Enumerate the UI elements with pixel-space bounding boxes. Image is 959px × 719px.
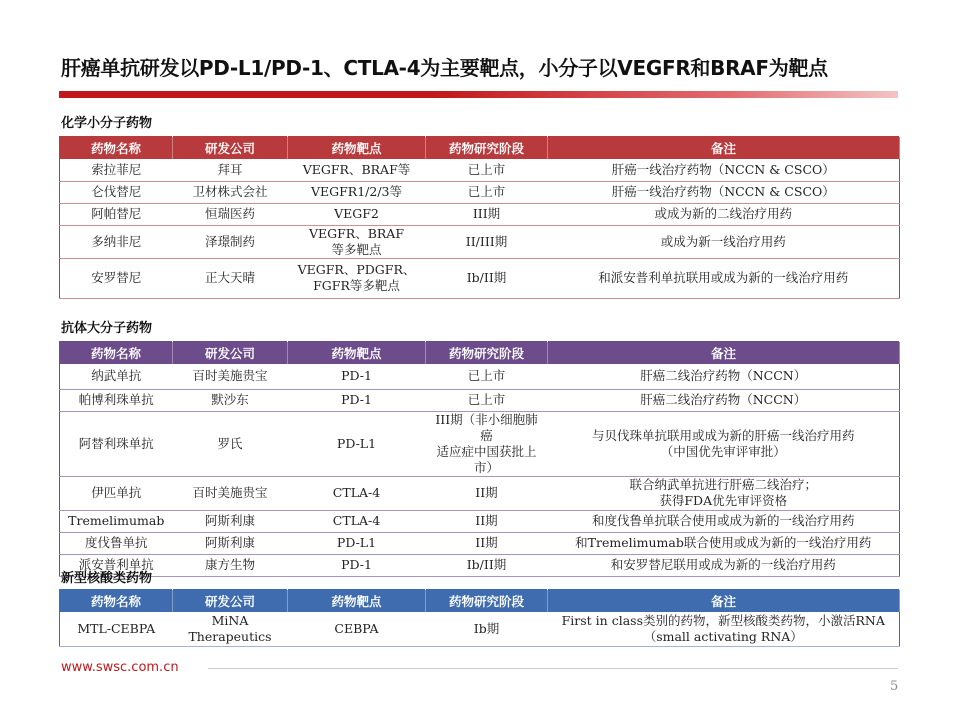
cell-drug-name: 阿帕替尼 xyxy=(60,203,173,225)
cell-target: VEGFR、PDGFR、 FGFR等多靶点 xyxy=(288,258,426,298)
cell-stage: III期 xyxy=(426,203,548,225)
cell-company: 百时美施贵宝 xyxy=(173,476,288,510)
antibody-table xyxy=(59,341,900,577)
cell-remark: 与贝伐珠单抗联用或成为新的肝癌一线治疗用药 （中国优先审评审批） xyxy=(548,411,900,476)
cell-stage: 已上市 xyxy=(426,364,548,389)
cell-stage: 已上市 xyxy=(426,181,548,203)
table-row xyxy=(60,203,900,225)
cell-drug-name: 仑伐替尼 xyxy=(60,181,173,203)
cell-target: CEBPA xyxy=(288,612,426,646)
cell-target: CTLA-4 xyxy=(288,476,426,510)
nucleic-acid-table xyxy=(59,589,900,647)
cell-company: 正大天晴 xyxy=(173,258,288,298)
cell-drug-name: Tremelimumab xyxy=(60,510,173,532)
cell-drug-name: 阿替利珠单抗 xyxy=(60,411,173,476)
cell-stage: Ib期 xyxy=(426,612,548,646)
footer-url: www.swsc.com.cn xyxy=(61,660,179,675)
cell-drug-name: 伊匹单抗 xyxy=(60,476,173,510)
cell-target: PD-1 xyxy=(288,389,426,411)
cell-stage: II期 xyxy=(426,476,548,510)
column-header-target: 药物靶点 xyxy=(288,590,426,613)
cell-drug-name: 多纳非尼 xyxy=(60,225,173,258)
column-header-stage: 药物研究阶段 xyxy=(426,342,548,365)
column-header-drug-name: 药物名称 xyxy=(60,590,173,613)
cell-remark: 肝癌二线治疗药物（NCCN） xyxy=(548,389,900,411)
cell-remark: 肝癌二线治疗药物（NCCN） xyxy=(548,364,900,389)
cell-drug-name: 纳武单抗 xyxy=(60,364,173,389)
cell-remark: 或成为新一线治疗用药 xyxy=(548,225,900,258)
cell-company: 恒瑞医药 xyxy=(173,203,288,225)
table-row xyxy=(60,476,900,510)
column-header-remark: 备注 xyxy=(548,137,900,160)
cell-remark: 联合纳武单抗进行肝癌二线治疗； 获得FDA优先审评资格 xyxy=(548,476,900,510)
cell-stage: 已上市 xyxy=(426,159,548,181)
cell-target: VEGFR、BRAF 等多靶点 xyxy=(288,225,426,258)
table-row xyxy=(60,554,900,576)
column-header-stage: 药物研究阶段 xyxy=(426,590,548,613)
column-header-target: 药物靶点 xyxy=(288,137,426,160)
column-header-target: 药物靶点 xyxy=(288,342,426,365)
table-header-row xyxy=(60,590,900,613)
table-row xyxy=(60,411,900,476)
cell-stage: 已上市 xyxy=(426,389,548,411)
cell-stage: II期 xyxy=(426,532,548,554)
page-number: 5 xyxy=(890,679,899,694)
column-header-remark: 备注 xyxy=(548,342,900,365)
column-header-company: 研发公司 xyxy=(173,590,288,613)
cell-company: 泽璟制药 xyxy=(173,225,288,258)
cell-target: PD-L1 xyxy=(288,532,426,554)
table-row xyxy=(60,225,900,258)
cell-stage: II/III期 xyxy=(426,225,548,258)
cell-stage: III期（非小细胞肺癌 适应症中国获批上市） xyxy=(426,411,548,476)
cell-stage: Ib/II期 xyxy=(426,258,548,298)
cell-company: 阿斯利康 xyxy=(173,510,288,532)
table-row xyxy=(60,612,900,646)
cell-target: VEGFR1/2/3等 xyxy=(288,181,426,203)
cell-remark: 和度伐鲁单抗联合使用或成为新的一线治疗用药 xyxy=(548,510,900,532)
column-header-stage: 药物研究阶段 xyxy=(426,137,548,160)
cell-drug-name: MTL-CEBPA xyxy=(60,612,173,646)
section-label-antibody: 抗体大分子药物 xyxy=(61,321,153,336)
table-row xyxy=(60,510,900,532)
cell-remark: 肝癌一线治疗药物（NCCN & CSCO） xyxy=(548,181,900,203)
cell-company: 卫材株式会社 xyxy=(173,181,288,203)
column-header-company: 研发公司 xyxy=(173,342,288,365)
cell-target: PD-1 xyxy=(288,364,426,389)
table-row xyxy=(60,389,900,411)
cell-target: CTLA-4 xyxy=(288,510,426,532)
small-molecule-table xyxy=(59,136,900,299)
column-header-drug-name: 药物名称 xyxy=(60,342,173,365)
cell-drug-name: 帕博利珠单抗 xyxy=(60,389,173,411)
cell-target: PD-L1 xyxy=(288,411,426,476)
table-row xyxy=(60,159,900,181)
page-title: 肝癌单抗研发以PD-L1/PD-1、CTLA-4为主要靶点，小分子以VEGFR和BRAF为靶点 xyxy=(61,56,828,80)
column-header-company: 研发公司 xyxy=(173,137,288,160)
table-row xyxy=(60,181,900,203)
section-label-small-molecule: 化学小分子药物 xyxy=(61,116,153,131)
cell-company: MiNA Therapeutics xyxy=(173,612,288,646)
column-header-drug-name: 药物名称 xyxy=(60,137,173,160)
table-row xyxy=(60,364,900,389)
footer-divider xyxy=(208,668,898,669)
table-header-row xyxy=(60,137,900,160)
cell-target: PD-1 xyxy=(288,554,426,576)
cell-remark: 肝癌一线治疗药物（NCCN & CSCO） xyxy=(548,159,900,181)
cell-remark: 和Tremelimumab联合使用或成为新的一线治疗用药 xyxy=(548,532,900,554)
title-divider xyxy=(59,91,898,98)
cell-drug-name: 索拉菲尼 xyxy=(60,159,173,181)
cell-drug-name: 安罗替尼 xyxy=(60,258,173,298)
cell-company: 拜耳 xyxy=(173,159,288,181)
cell-target: VEGFR、BRAF等 xyxy=(288,159,426,181)
column-header-remark: 备注 xyxy=(548,590,900,613)
cell-drug-name: 派安普利单抗 xyxy=(60,554,173,576)
cell-company: 默沙东 xyxy=(173,389,288,411)
cell-company: 百时美施贵宝 xyxy=(173,364,288,389)
cell-stage: Ib/II期 xyxy=(426,554,548,576)
cell-remark: First in class类别的药物，新型核酸类药物，小激活RNA （small activating RNA） xyxy=(548,612,900,646)
cell-company: 罗氏 xyxy=(173,411,288,476)
cell-remark: 和派安普利单抗联用或成为新的一线治疗用药 xyxy=(548,258,900,298)
table-header-row xyxy=(60,342,900,365)
cell-stage: II期 xyxy=(426,510,548,532)
table-row xyxy=(60,258,900,298)
section-label-nucleic-acid: 新型核酸类药物 xyxy=(61,571,153,586)
cell-target: VEGF2 xyxy=(288,203,426,225)
cell-company: 康方生物 xyxy=(173,554,288,576)
cell-drug-name: 度伐鲁单抗 xyxy=(60,532,173,554)
cell-remark: 或成为新的二线治疗用药 xyxy=(548,203,900,225)
table-row xyxy=(60,532,900,554)
cell-company: 阿斯利康 xyxy=(173,532,288,554)
cell-remark: 和安罗替尼联用或成为新的一线治疗用药 xyxy=(548,554,900,576)
